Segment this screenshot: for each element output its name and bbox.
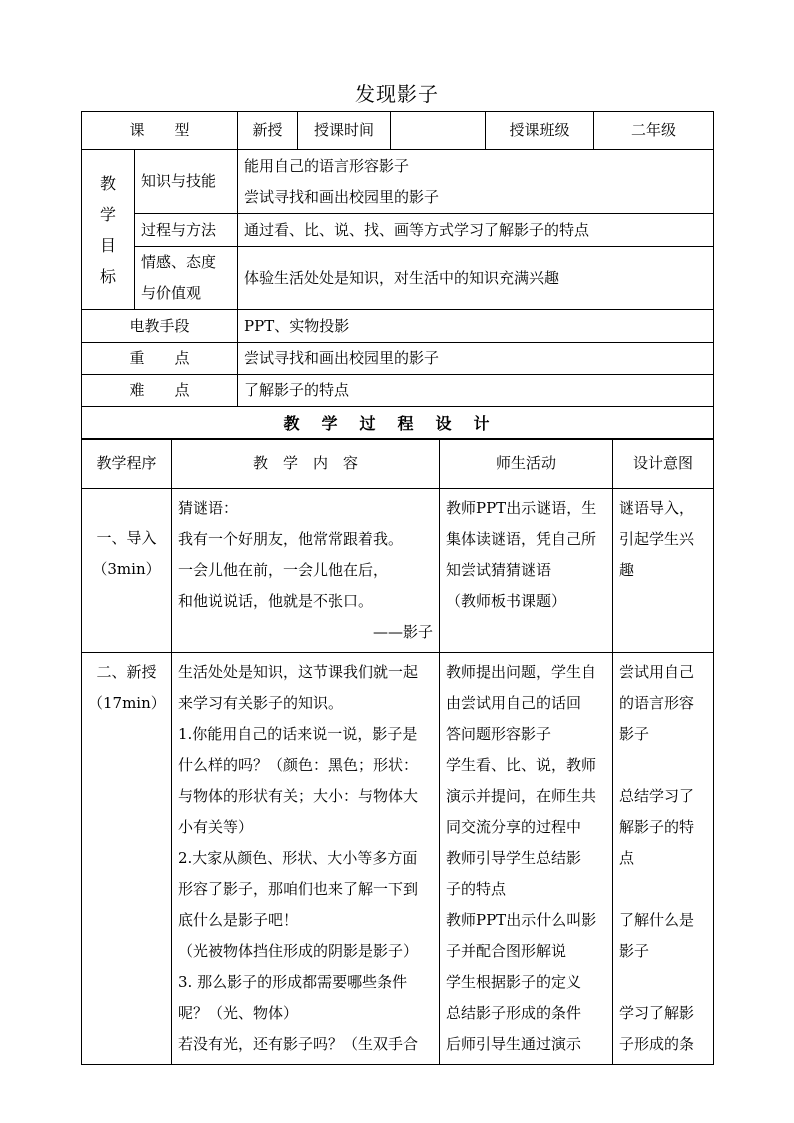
activity-line: 学生看、比、说，教师 — [446, 756, 597, 774]
intro-content — [172, 489, 440, 653]
content-line: 底什么是影子吧！ — [178, 911, 299, 929]
activity-line: 同交流分享的过程中 — [446, 818, 582, 836]
knowledge-line: 能用自己的语言形容影子 — [244, 156, 410, 175]
time-value — [391, 112, 486, 150]
activity-line: 答问题形容影子 — [446, 725, 552, 743]
activity-line: 子并配合图形解说 — [446, 942, 567, 960]
teaching-process-table — [81, 438, 714, 1065]
activity-line: 总结影子形成的条件 — [446, 1004, 582, 1022]
activity-line: 子的特点 — [446, 880, 507, 898]
difficulty-row — [82, 375, 714, 407]
goals-label-char: 学 — [99, 204, 116, 224]
procedure-line: （17min） — [88, 694, 166, 712]
procedure-line: 二、新授 — [96, 663, 157, 681]
intent-line: 影子 — [619, 942, 650, 960]
new-procedure — [82, 653, 172, 1065]
intro-procedure — [82, 489, 172, 653]
goal-emotion-row — [82, 247, 714, 310]
activity-line: 集体读谜语，凭自己所 — [446, 530, 597, 548]
content-line: 1.你能用自己的话来说一说，影子是 — [178, 725, 418, 743]
type-value: 新授 — [238, 112, 298, 150]
document-title: 发现影子 — [355, 82, 439, 106]
goals-label-char: 目 — [99, 235, 116, 255]
intro-activity — [440, 489, 613, 653]
intent-line: 趣 — [619, 561, 635, 579]
new-content — [172, 653, 440, 1065]
knowledge-line: 尝试寻找和画出校园里的影子 — [244, 187, 440, 206]
lesson-info-table — [81, 111, 714, 440]
goals-label — [82, 150, 135, 310]
activity-line: 由尝试用自己的话回 — [446, 694, 582, 712]
col-procedure: 教学程序 — [82, 439, 172, 489]
intent-line: 的语言形容 — [619, 694, 695, 712]
content-line: 形容了影子，那咱们也来了解一下到 — [178, 880, 419, 898]
type-label: 课 型 — [82, 112, 238, 150]
process-label: 过程与方法 — [135, 214, 238, 247]
emotion-label-line: 情感、态度 — [141, 253, 217, 271]
key-point-row — [82, 343, 714, 375]
content-line: 若没有光，还有影子吗？（生双手合 — [178, 1035, 419, 1053]
knowledge-label: 知识与技能 — [135, 150, 238, 214]
activity-line: 教师引导学生总结影 — [446, 849, 582, 867]
process-row-new-lesson — [82, 653, 714, 1065]
intent-line: 了解什么是 — [619, 911, 695, 929]
content-line: 我有一个好朋友，他常常跟着我。 — [178, 530, 404, 548]
new-activity — [440, 653, 613, 1065]
intent-line: 学习了解影 — [619, 1004, 695, 1022]
process-row-intro — [82, 489, 714, 653]
intent-line: 尝试用自己 — [619, 663, 695, 681]
intent-line: 总结学习了 — [619, 787, 695, 805]
activity-line: （教师板书课题） — [446, 592, 567, 610]
activity-line: 知尝试猜猜谜语 — [446, 561, 552, 579]
goal-process-row — [82, 214, 714, 247]
process-text: 通过看、比、说、找、画等方式学习了解影子的特点 — [238, 214, 714, 247]
process-header-row — [82, 439, 714, 489]
media-label: 电教手段 — [82, 310, 238, 343]
goals-label-char: 教 — [99, 173, 116, 193]
intent-line — [619, 967, 707, 998]
activity-line: 教师PPT出示什么叫影 — [446, 911, 597, 929]
content-line: 与物体的形状有关；大小：与物体大 — [178, 787, 419, 805]
media-row — [82, 310, 714, 343]
col-activity: 师生活动 — [440, 439, 613, 489]
content-line: 呢？（光、物体） — [178, 1004, 299, 1022]
intent-line: 子形成的条 — [619, 1035, 695, 1053]
goal-knowledge-row — [82, 150, 714, 214]
process-design-title: 教学过程设计 — [82, 407, 714, 440]
content-line: 一会儿他在前，一会儿他在后， — [178, 561, 389, 579]
class-value: 二年级 — [594, 112, 714, 150]
goals-label-char: 标 — [99, 266, 116, 286]
content-line: 2.大家从颜色、形状、大小等多方面 — [178, 849, 418, 867]
activity-line: 教师PPT出示谜语，生 — [446, 499, 597, 517]
procedure-line: （3min） — [92, 560, 161, 578]
difficulty-label: 难 点 — [82, 375, 238, 407]
new-intent — [613, 653, 714, 1065]
difficulty-text: 了解影子的特点 — [238, 375, 714, 407]
activity-line: 学生根据影子的定义 — [446, 973, 582, 991]
intent-line — [619, 750, 707, 781]
class-label: 授课班级 — [486, 112, 594, 150]
intent-line: 谜语导入， — [619, 499, 695, 517]
emotion-text: 体验生活处处是知识，对生活中的知识充满兴趣 — [238, 247, 714, 310]
media-text: PPT、实物投影 — [238, 310, 714, 343]
emotion-label-line: 与价值观 — [141, 284, 202, 302]
key-point-text: 尝试寻找和画出校园里的影子 — [238, 343, 714, 375]
intent-line: 影子 — [619, 725, 650, 743]
content-line: 和他说说话，他就是不张口。 — [178, 592, 374, 610]
procedure-line: 一、导入 — [96, 529, 157, 547]
content-line: 生活处处是知识，这节课我们就一起 — [178, 663, 419, 681]
knowledge-text — [238, 150, 714, 214]
content-line: 3. 那么影子的形成都需要哪些条件 — [178, 973, 408, 991]
time-label: 授课时间 — [298, 112, 391, 150]
intent-line: 解影子的特 — [619, 818, 695, 836]
content-line: 来学习有关影子的知识。 — [178, 694, 344, 712]
key-point-label: 重 点 — [82, 343, 238, 375]
col-content: 教 学 内 容 — [172, 439, 440, 489]
content-line: 猜谜语： — [178, 499, 239, 517]
activity-line: 教师提出问题，学生自 — [446, 663, 597, 681]
content-line: 小有关等） — [178, 818, 254, 836]
intent-line: 点 — [619, 849, 635, 867]
process-title-row — [82, 407, 714, 440]
content-sign: ——影子 — [372, 623, 433, 641]
header-row — [82, 112, 714, 150]
intro-intent — [613, 489, 714, 653]
intent-line — [619, 874, 707, 905]
col-intent: 设计意图 — [613, 439, 714, 489]
content-line: （光被物体挡住形成的阴影是影子） — [178, 942, 419, 960]
activity-line: 演示并提问，在师生共 — [446, 787, 597, 805]
intent-line: 引起学生兴 — [619, 530, 695, 548]
content-line: 什么样的吗？（颜色：黑色；形状： — [178, 756, 419, 774]
emotion-label — [135, 247, 238, 310]
activity-line: 后师引导生通过演示 — [446, 1035, 582, 1053]
